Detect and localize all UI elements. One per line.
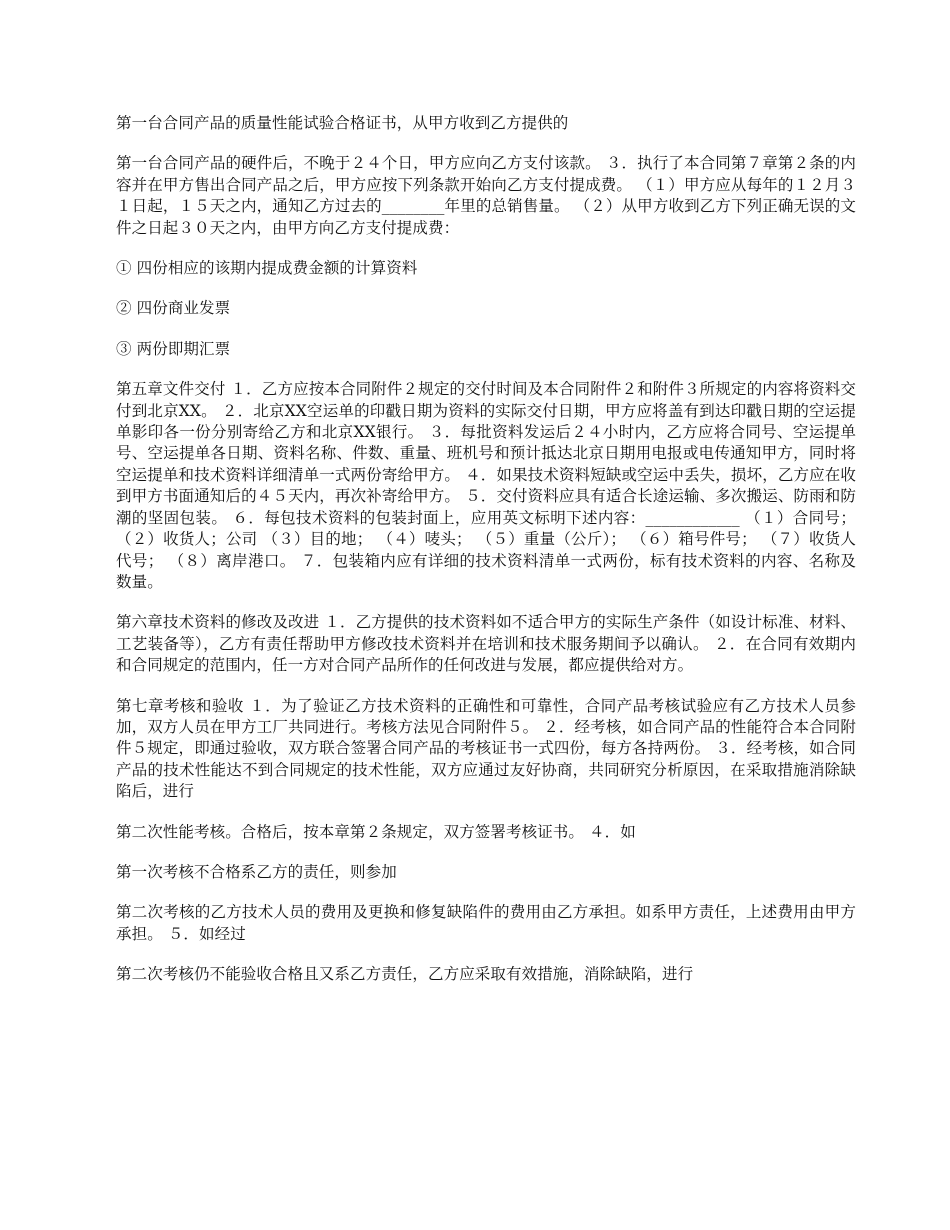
chapter-7-paragraph: 第七章考核和验收 １．为了验证乙方技术资料的正确性和可靠性，合同产品考核试验应有乙方技术人员参加，双方人员在甲方工厂共同进行。考核方法见合同附件５。 ２．经考核，如合同产品的性能符合本合同附件５规定，即通过验收，双方联合签署合同产品的考核证书一式四份，每方各持两份。 ３．经考核，如合同产品的技术性能达不到合同规定的技术性能，双方应通过友好协商，共同研究分析原因，在采取措施消除缺陷后，进行 — [116, 696, 856, 801]
paragraph-2: 第一台合同产品的硬件后，不晚于２４个日，甲方应向乙方支付该款。 ３．执行了本合同第７章第２条的内容并在甲方售出合同产品之后，甲方应按下列条款开始向乙方支付提成费。 （１）甲方应从每年的１２月３１日起，１５天之内，通知乙方过去的________年里的总销售量。 （２）从甲方收到乙方下列正确无误的文件之日起３０天之内，由甲方向乙方支付提成费： — [116, 154, 856, 237]
paragraph-10: 第一次考核不合格系乙方的责任，则参加 — [116, 862, 397, 881]
document-page — [116, 113, 856, 1005]
paragraph-11: 第二次考核的乙方技术人员的费用及更换和修复缺陷件的费用由乙方承担。如系甲方责任，上述费用由甲方承担。 ５．如经过 — [116, 903, 856, 943]
paragraph-12: 第二次考核仍不能验收合格且又系乙方责任，乙方应采取有效措施，消除缺陷，进行 — [116, 965, 694, 984]
list-item-1: ① 四份相应的该期内提成费金额的计算资料 — [116, 259, 418, 278]
paragraph-1: 第一台合同产品的质量性能试验合格证书，从甲方收到乙方提供的 — [116, 114, 569, 132]
list-item-3: ③ 两份即期汇票 — [116, 339, 231, 358]
chapter-6-paragraph: 第六章技术资料的修改及改进 １．乙方提供的技术资料如不适合甲方的实际生产条件（如设计标准、材料、工艺装备等），乙方有责任帮助甲方修改技术资料并在培训和技术服务期间予以确认。 ２．在合同有效期内和合同规定的范围内，任一方对合同产品所作的任何改进与发展，都应提供给对方。 — [116, 613, 856, 675]
list-item-2: ② 四份商业发票 — [116, 299, 231, 318]
paragraph-9: 第二次性能考核。合格后，按本章第２条规定，双方签署考核证书。 ４．如 — [116, 822, 636, 841]
chapter-5-paragraph: 第五章文件交付 １．乙方应按本合同附件２规定的交付时间及本合同附件２和附件３所规定的内容将资料交付到北京XX。 ２．北京XX空运单的印戳日期为资料的实际交付日期，甲方应将盖有到达印戳日期的空运提单影印各一份分别寄给乙方和北京XX银行。 ３．每批资料发运后２４小时内，乙方应将合同号、空运提单号、空运提单各日期、资料名称、件数、重量、班机号和预计抵达北京日期用电报或电传通知甲方，同时将空运提单和技术资料详细清单一式两份寄给甲方。 ４．如果技术资料短缺或空运中丢失，损坏，乙方应在收到甲方书面通知后的４５天内，再次补寄给甲方。 ５．交付资料应具有适合长途运输、多次搬运、防雨和防潮的坚固包装。 ６．每包技术资料的包装封面上，应用英文标明下述内容：____________ （１）合同号； （２）收货人；公司 （３）目的地； （４）唛头； （５）重量（公斤）； （６）箱号件号； （７）收货人代号； （８）离岸港口。 ７．包装箱内应有详细的技术资料清单一式两份，标有技术资料的内容、名称及数量。 — [116, 380, 856, 591]
